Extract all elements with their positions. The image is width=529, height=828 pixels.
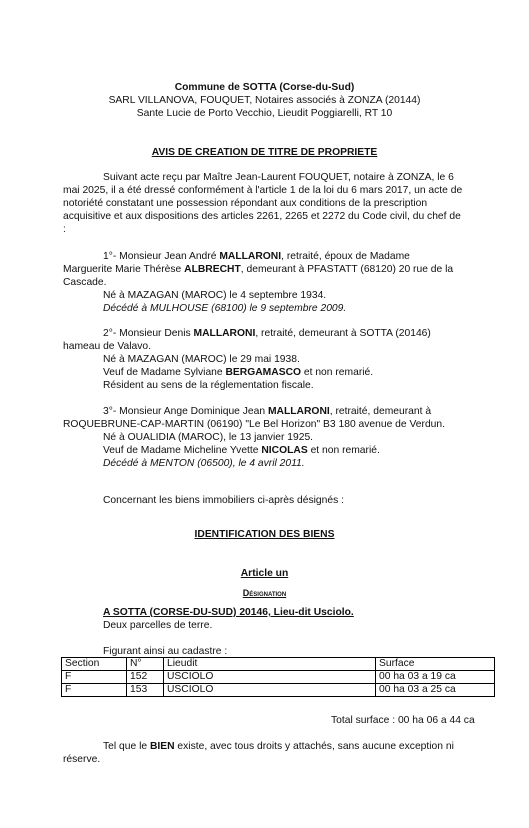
parcels-description: Deux parcelles de terre. [103, 620, 213, 631]
cell-lieudit: USCIOLO [164, 684, 376, 697]
person3-died: Décédé à MENTON (06500), le 4 avril 2011. [103, 458, 305, 469]
notary-address: Sante Lucie de Porto Vecchio, Lieudit Poggiarelli, RT 10 [136, 108, 393, 119]
intro-line-5: : [63, 224, 66, 235]
intro-line-4: acquisitive et aux dispositions des articles 2261, 2265 et 2272 du Code civil, du chef de [63, 211, 461, 222]
property-location: A SOTTA (CORSE-DU-SUD) 20146, Lieu-dit Usciolo. [103, 607, 354, 618]
intro-line-2: mai 2025, il a été dressé conformément à l'article 1 de la loi du 6 mars 2017, un acte de [63, 185, 463, 196]
person1-died: Décédé à MULHOUSE (68100) le 9 septembre 2009. [103, 303, 347, 314]
cell-surface: 00 ha 03 a 19 ca [376, 671, 495, 684]
cell-lieudit: USCIOLO [164, 671, 376, 684]
column-header-section: Section [62, 658, 127, 671]
commune-heading: Commune de SOTTA (Corse-du-Sud) [174, 82, 355, 93]
article-heading: Article un [240, 568, 289, 579]
person2-line-1: 2°- Monsieur Denis MALLARONI, retraité, demeurant à SOTTA (20146) [103, 328, 431, 339]
page-title: AVIS DE CREATION DE TITRE DE PROPRIETE [151, 147, 378, 158]
person3-line-2: ROQUEBRUNE-CAP-MARTIN (06190) "Le Bel Horizon" B3 180 avenue de Verdun. [63, 419, 445, 430]
person1-line-1: 1°- Monsieur Jean André MALLARONI, retraité, époux de Madame [103, 251, 410, 262]
total-surface: Total surface : 00 ha 06 a 44 ca [331, 715, 475, 726]
cell-number: 152 [127, 671, 164, 684]
person2-resident: Résident au sens de la réglementation fiscale. [103, 380, 314, 391]
designation-heading: Désignation [242, 588, 287, 598]
table-header-row [62, 658, 495, 671]
section-heading-identification: IDENTIFICATION DES BIENS [194, 529, 335, 540]
table-row [62, 684, 495, 697]
column-header-number: N° [127, 658, 164, 671]
properties-intro: Concernant les biens immobiliers ci-après désignés : [103, 495, 344, 506]
column-header-lieudit: Lieudit [164, 658, 376, 671]
person1-line-3: Cascade. [63, 277, 107, 288]
person1-born: Né à MAZAGAN (MAROC) le 4 septembre 1934. [103, 290, 327, 301]
table-row [62, 671, 495, 684]
cell-section: F [62, 684, 127, 697]
closing-line-2: réserve. [63, 754, 101, 765]
closing-line-1: Tel que le BIEN existe, avec tous droits y attachés, sans aucune exception ni [103, 741, 454, 752]
person2-line-2: hameau de Valavo. [63, 341, 151, 352]
cell-surface: 00 ha 03 a 25 ca [376, 684, 495, 697]
cadastre-label: Figurant ainsi au cadastre : [103, 646, 228, 657]
cell-section: F [62, 671, 127, 684]
person3-line-1: 3°- Monsieur Ange Dominique Jean MALLARONI, retraité, demeurant à [103, 406, 432, 417]
column-header-surface: Surface [376, 658, 495, 671]
person2-born: Né à MAZAGAN (MAROC) le 29 mai 1938. [103, 354, 300, 365]
person1-line-2: Marguerite Marie Thérèse ALBRECHT, demeurant à PFASTATT (68120) 20 rue de la [63, 264, 454, 275]
intro-line-3: notoriété constatant une possession répondant aux conditions de la prescription [63, 198, 428, 209]
person2-widow: Veuf de Madame Sylviane BERGAMASCO et non remarié. [103, 367, 374, 378]
cell-number: 153 [127, 684, 164, 697]
notary-firm: SARL VILLANOVA, FOUQUET, Notaires associés à ZONZA (20144) [108, 95, 421, 106]
cadastre-table [61, 657, 495, 697]
intro-line-1: Suivant acte reçu par Maître Jean-Laurent FOUQUET, notaire à ZONZA, le 6 [103, 172, 454, 183]
person3-born: Né à OUALIDIA (MAROC), le 13 janvier 1925. [103, 432, 314, 443]
person3-widow: Veuf de Madame Micheline Yvette NICOLAS et non remarié. [103, 445, 380, 456]
